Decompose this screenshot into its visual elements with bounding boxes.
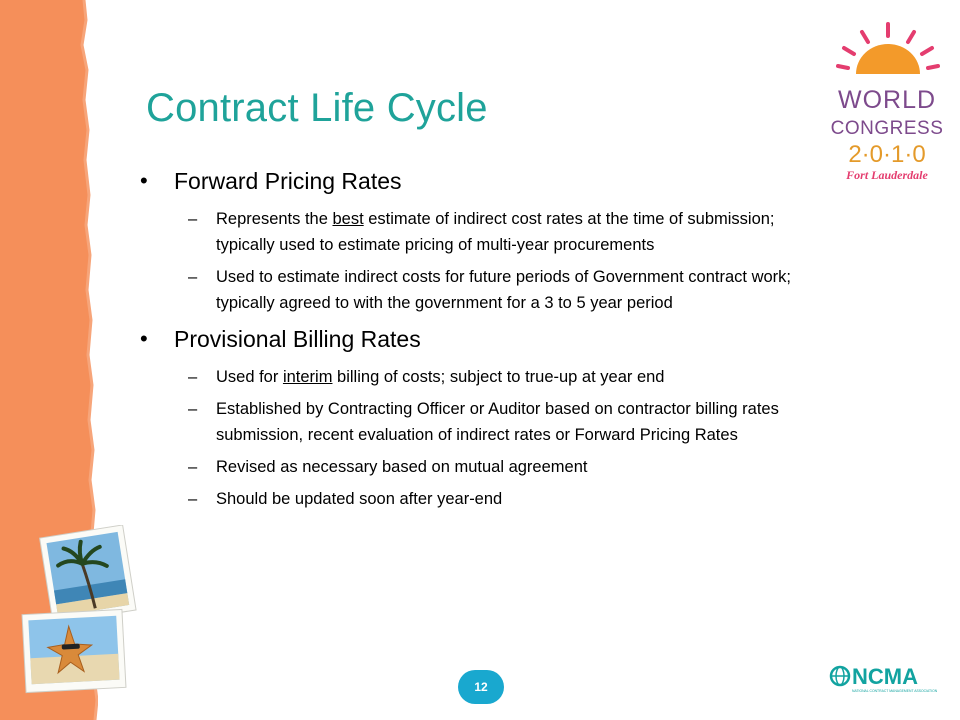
sub-item <box>140 364 830 390</box>
wc-line2: CONGRESS <box>830 118 944 139</box>
sub-item <box>140 454 830 480</box>
slide-content <box>140 166 830 518</box>
sub-item <box>140 206 830 258</box>
sub-item-text: Should be updated soon after year-end <box>216 490 503 508</box>
ncma-tagline: NATIONAL CONTRACT MANAGEMENT ASSOCIATION <box>852 689 938 693</box>
sub-item <box>140 264 830 316</box>
sub-item-text: Revised as necessary based on mutual agreement <box>216 458 588 476</box>
dash-marker: – <box>188 210 198 228</box>
sub-item-text-pre: Represents the <box>216 210 333 228</box>
sub-item <box>140 486 830 512</box>
sub-item <box>140 396 830 448</box>
section-forward-pricing <box>140 166 830 316</box>
dash-marker: – <box>188 368 198 386</box>
bullet-marker: • <box>140 168 148 193</box>
sub-list <box>140 206 830 316</box>
sun-icon <box>838 24 938 74</box>
slide-title: Contract Life Cycle <box>146 86 488 130</box>
page-number-badge: 12 <box>458 670 504 704</box>
wc-year: 2·0·1·0 <box>848 141 926 168</box>
section-heading-text: Forward Pricing Rates <box>174 168 402 194</box>
wc-line1: WORLD <box>837 86 937 114</box>
sub-item-text-post: estimate of indirect cost rates at the time of submission; typically used to estimate pricing of multi-year procurements <box>216 210 775 254</box>
sub-item-text: Used to estimate indirect costs for future periods of Government contract work; typically agreed to with the government for a 3 to 5 year period <box>216 268 791 312</box>
sub-item-text: Established by Contracting Officer or Auditor based on contractor billing rates submission, recent evaluation of indirect rates or Forward Pricing Rates <box>216 400 779 444</box>
sub-list <box>140 364 830 512</box>
wc-city: Fort Lauderdale <box>846 168 928 182</box>
world-congress-logo <box>828 12 946 188</box>
dash-marker: – <box>188 490 198 508</box>
dash-marker: – <box>188 400 198 418</box>
underlined-term: best <box>332 210 364 228</box>
sub-item-text-pre: Used for <box>216 368 283 386</box>
section-heading <box>140 166 830 196</box>
ncma-name: NCMA <box>852 664 918 689</box>
section-heading <box>140 324 830 354</box>
globe-icon <box>831 667 849 685</box>
underlined-term: interim <box>282 368 333 386</box>
sub-item-text-post: billing of costs; subject to true-up at year end <box>332 368 665 386</box>
dash-marker: – <box>188 268 198 286</box>
section-heading-text: Provisional Billing Rates <box>174 326 421 352</box>
starfish-photo <box>18 608 130 694</box>
bullet-marker: • <box>140 326 148 351</box>
ncma-logo <box>828 662 948 696</box>
section-provisional-billing <box>140 324 830 512</box>
dash-marker: – <box>188 458 198 476</box>
